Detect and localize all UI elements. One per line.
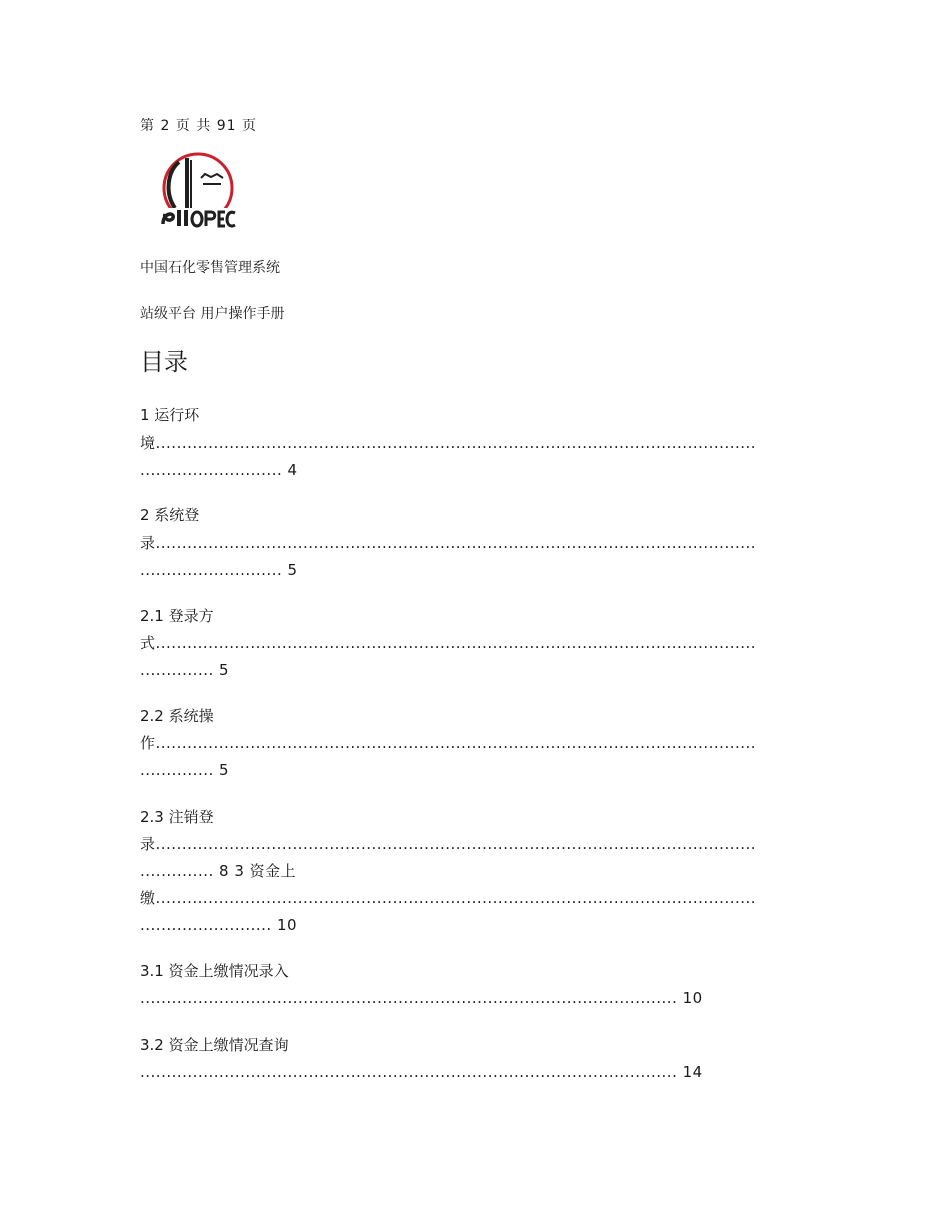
toc-line: 2 系统登 xyxy=(140,506,200,524)
page-counter: 第 2 页 共 91 页 xyxy=(140,118,257,134)
toc-line: .............. 8 3 资金上 xyxy=(140,862,297,880)
toc-line: ...................................................................................................... 14 xyxy=(140,1063,703,1081)
toc-line: 3.2 资金上缴情况查询 xyxy=(140,1036,289,1054)
document-subtitle: 站级平台 用户操作手册 xyxy=(140,306,285,322)
toc-line: 缴.................................................................................................................. xyxy=(140,889,757,907)
toc-line: ...................................................................................................... 10 xyxy=(140,989,703,1007)
document-title: 中国石化零售管理系统 xyxy=(140,260,280,276)
toc-line: ......................... 10 xyxy=(140,916,298,934)
toc-line: 录.................................................................................................................. xyxy=(140,835,757,853)
toc-line: .............. 5 xyxy=(140,661,230,679)
toc-line: ........................... 4 xyxy=(140,461,298,479)
toc-line: 2.3 注销登 xyxy=(140,808,214,826)
toc-line: 作.................................................................................................................. xyxy=(140,734,757,752)
sinopec-logo-icon xyxy=(157,150,237,232)
toc-line: 录.................................................................................................................. xyxy=(140,534,757,552)
toc-line: 境.................................................................................................................. xyxy=(140,434,757,452)
toc-line: ........................... 5 xyxy=(140,561,298,579)
toc-line: 1 运行环 xyxy=(140,406,200,424)
toc-line: 3.1 资金上缴情况录入 xyxy=(140,962,289,980)
toc-line: 2.2 系统操 xyxy=(140,707,214,725)
toc-heading: 目录 xyxy=(140,348,188,376)
toc-line: .............. 5 xyxy=(140,761,230,779)
toc-line: 2.1 登录方 xyxy=(140,607,214,625)
toc-line: 式.................................................................................................................. xyxy=(140,634,757,652)
